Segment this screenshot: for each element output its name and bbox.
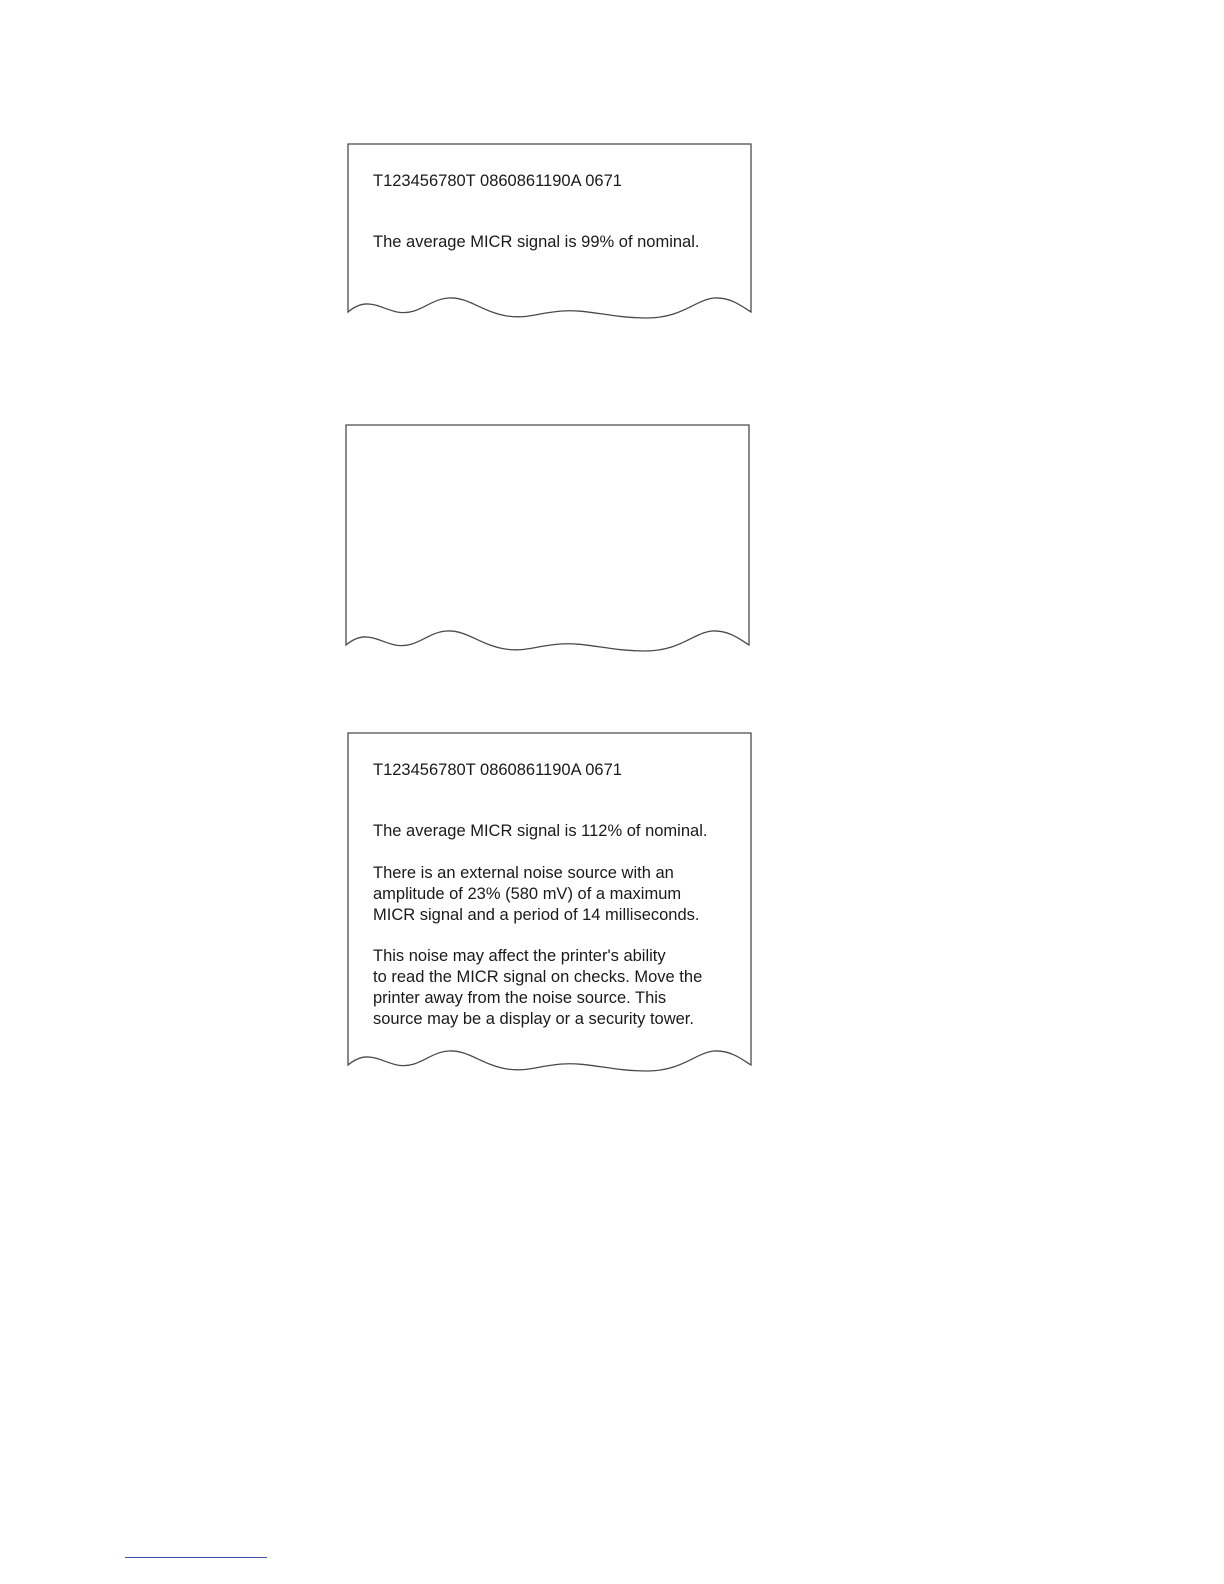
- text-line: The average MICR signal is 112% of nominal.: [373, 822, 708, 840]
- micr-line: T123456780T 0860861190A 0671: [373, 761, 622, 779]
- text-line: to read the MICR signal on checks. Move the: [373, 968, 703, 986]
- micr-line: T123456780T 0860861190A 0671: [373, 172, 622, 190]
- receipt-sample-noise: [347, 732, 752, 1074]
- text-line: printer away from the noise source. This: [373, 989, 667, 1007]
- text-line: amplitude of 23% (580 mV) of a maximum: [373, 885, 682, 903]
- paragraph: [373, 863, 700, 926]
- text-line: The average MICR signal is 99% of nominal.: [373, 233, 700, 251]
- paragraph: [373, 821, 707, 842]
- paragraph: [373, 946, 702, 1030]
- receipt-outline: [345, 424, 750, 654]
- receipt-sample-nominal: [347, 143, 752, 321]
- text-line: MICR signal and a period of 14 milliseconds.: [373, 906, 700, 924]
- text-line: source may be a display or a security tower.: [373, 1010, 694, 1028]
- text-line: There is an external noise source with an: [373, 864, 674, 882]
- footnote-separator: [125, 1557, 267, 1558]
- receipt-sample-blank: [345, 424, 750, 654]
- text-line: This noise may affect the printer's ability: [373, 947, 666, 965]
- paragraph: [373, 232, 700, 253]
